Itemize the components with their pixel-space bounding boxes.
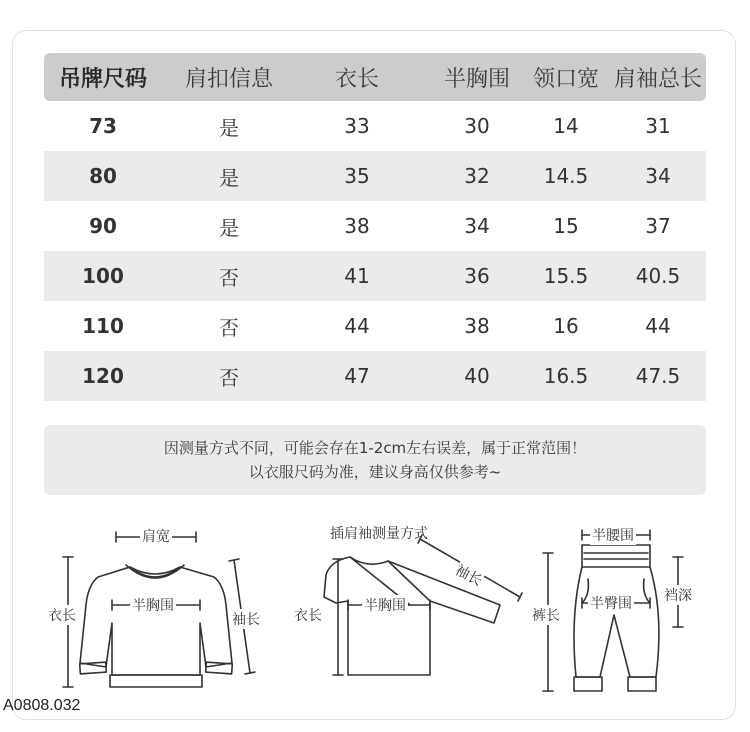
label-rise: 裆深 xyxy=(664,585,692,605)
shoulder-button-cell: 是 xyxy=(219,215,239,240)
length-cell: 44 xyxy=(344,314,370,338)
shoulder-button-cell: 否 xyxy=(219,365,239,390)
size-table xyxy=(44,53,706,401)
table-row xyxy=(44,151,706,201)
shoulder-button-cell: 是 xyxy=(219,165,239,190)
raglan-illustration xyxy=(324,535,522,675)
half-chest-cell: 36 xyxy=(464,264,490,288)
length-cell: 41 xyxy=(344,264,370,288)
sleeve-length-cell: 40.5 xyxy=(635,264,681,288)
sleeve-length-cell: 37 xyxy=(645,214,671,238)
neck-width-cell: 14.5 xyxy=(543,164,589,188)
sleeve-length-cell: 31 xyxy=(645,114,671,138)
neck-width-cell: 15.5 xyxy=(543,264,589,288)
half-chest-cell: 30 xyxy=(464,114,490,138)
sleeve-length-cell: 34 xyxy=(645,164,671,188)
size-cell: 100 xyxy=(82,264,124,288)
measurement-note xyxy=(44,425,706,495)
table-row xyxy=(44,351,706,401)
label-sweater-length: 衣长 xyxy=(48,605,76,625)
half-chest-cell: 40 xyxy=(464,364,490,388)
label-raglan-title: 插肩袖测量方式 xyxy=(330,526,428,542)
label-shoulder-width: 肩宽 xyxy=(140,526,172,546)
label-raglan-length: 衣长 xyxy=(294,605,322,625)
header-size: 吊牌尺码 xyxy=(58,66,147,92)
size-cell: 90 xyxy=(89,214,117,238)
header-neck-width: 领口宽 xyxy=(532,66,599,92)
label-raglan-chest: 半胸围 xyxy=(362,595,408,615)
table-row xyxy=(44,201,706,251)
label-raglan-sleeve: 袖长 xyxy=(452,560,486,591)
neck-width-cell: 16.5 xyxy=(543,364,589,388)
length-cell: 35 xyxy=(344,164,370,188)
header-half-chest: 半胸围 xyxy=(443,66,510,92)
size-cell: 120 xyxy=(82,364,124,388)
neck-width-cell: 15 xyxy=(553,214,579,238)
table-row xyxy=(44,101,706,151)
neck-width-cell: 14 xyxy=(553,114,579,138)
neck-width-cell: 16 xyxy=(553,314,579,338)
shoulder-button-cell: 否 xyxy=(219,315,239,340)
size-cell: 110 xyxy=(82,314,124,338)
header-sleeve-length: 肩袖总长 xyxy=(613,66,702,92)
table-row xyxy=(44,301,706,351)
size-cell: 80 xyxy=(89,164,117,188)
length-cell: 33 xyxy=(344,114,370,138)
measurement-diagrams xyxy=(0,505,750,705)
label-half-waist: 半腰围 xyxy=(590,525,636,545)
length-cell: 47 xyxy=(344,364,370,388)
table-header-row xyxy=(44,53,706,101)
product-code: A0808.032 xyxy=(3,697,81,714)
header-length: 衣长 xyxy=(334,66,379,92)
label-sweater-sleeve: 袖长 xyxy=(232,609,260,629)
half-chest-cell: 38 xyxy=(464,314,490,338)
label-pants-length: 裤长 xyxy=(532,605,560,625)
label-sweater-chest: 半胸围 xyxy=(130,595,176,615)
sleeve-length-cell: 44 xyxy=(645,314,671,338)
note-line-1: 因测量方式不同，可能会存在1-2cm左右误差，属于正常范围！ xyxy=(163,439,587,457)
sleeve-length-cell: 47.5 xyxy=(635,364,681,388)
shoulder-button-cell: 否 xyxy=(219,265,239,290)
length-cell: 38 xyxy=(344,214,370,238)
header-shoulder-button: 肩扣信息 xyxy=(184,66,273,92)
table-row xyxy=(44,251,706,301)
half-chest-cell: 34 xyxy=(464,214,490,238)
size-cell: 73 xyxy=(89,114,117,138)
label-half-hip: 半臀围 xyxy=(588,593,634,613)
note-line-2: 以衣服尺码为准，建议身高仅供参考~ xyxy=(248,463,502,481)
half-chest-cell: 32 xyxy=(464,164,490,188)
shoulder-button-cell: 是 xyxy=(219,115,239,140)
